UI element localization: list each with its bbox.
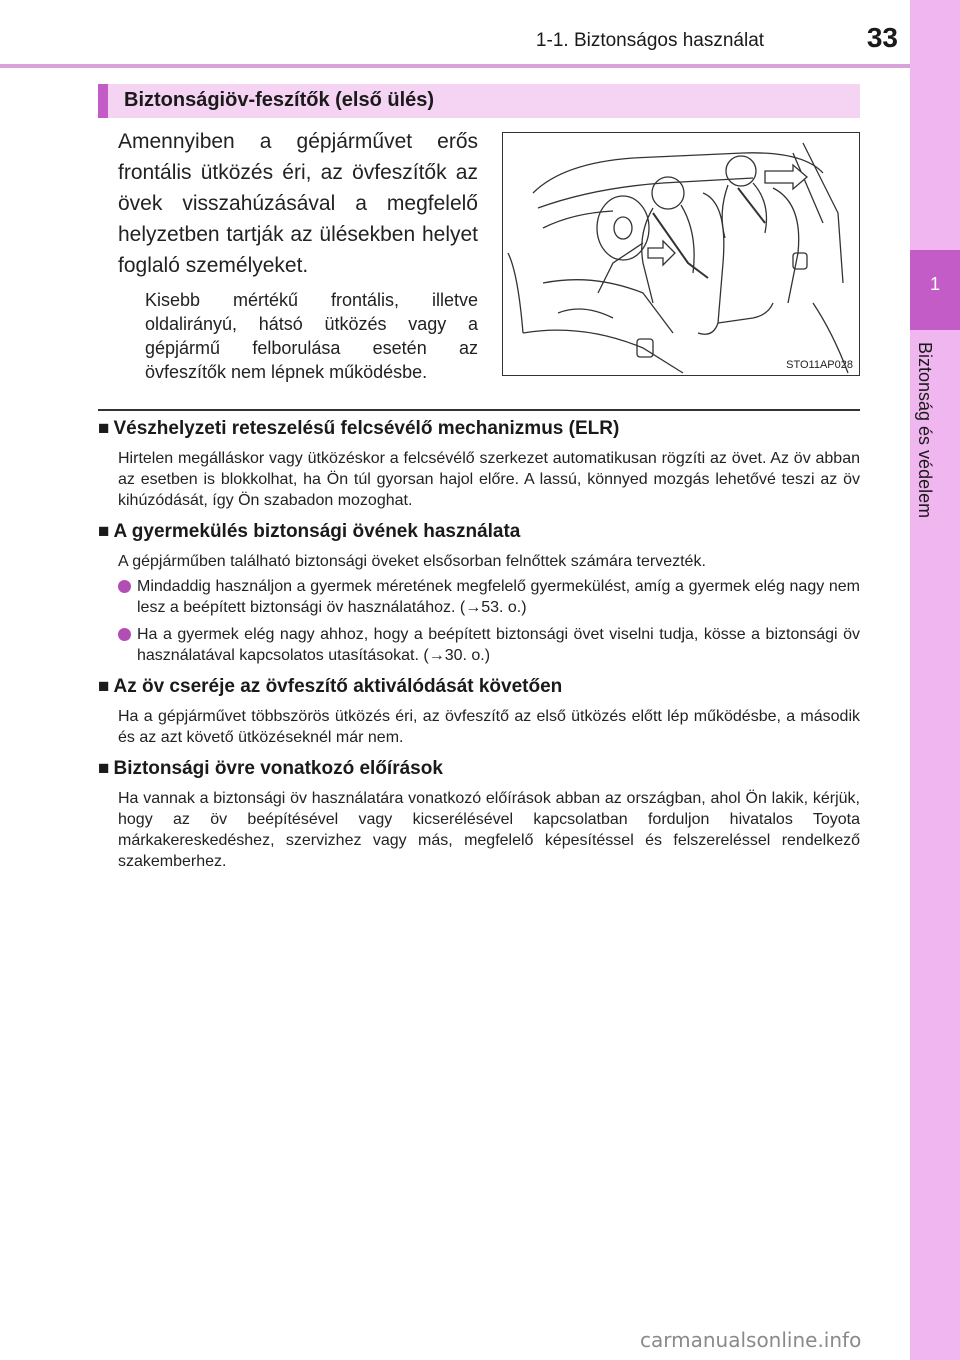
side-tab <box>910 0 960 1360</box>
subheading-text: Biztonsági övre vonatkozó előírások <box>113 758 443 779</box>
side-tab-number: 1 <box>929 274 940 294</box>
subheading-text: Az öv cseréje az övfeszítő aktiválódását követően <box>113 676 563 697</box>
car-interior-drawing <box>503 133 860 376</box>
subheading <box>98 676 860 698</box>
square-bullet-icon: ■ <box>98 521 110 542</box>
page-number: 33 <box>866 22 898 53</box>
square-bullet-icon: ■ <box>98 418 110 439</box>
side-tab-label: Biztonság és védelem <box>915 342 935 519</box>
header-rule <box>0 64 910 68</box>
paragraph: Ha a gépjárművet többszörös ütközés éri, az övfeszítő az első ütközés előtt lép működésbe, a második és az azt követő ütközéseknél már nem. <box>118 708 860 746</box>
chapter-title: 1-1. Biztonságos használat <box>535 30 765 51</box>
paragraph: Hirtelen megálláskor vagy ütközéskor a felcsévélő szerkezet automatikusan rögzíti az övet. Az öv abban az esetben is blokkolhat, ha Ön túl gyorsan hajol előre. A lassú, könnyed mozgás lehetővé teszi az öv kihúzódását, így Ön szabadon mozoghat. <box>118 450 860 509</box>
section-title: Biztonságiöv-feszítők (első ülés) <box>124 89 435 111</box>
subheading <box>98 758 860 780</box>
paragraph: A gépjárműben található biztonsági öveket elsősorban felnőttek számára tervezték. <box>118 553 706 570</box>
info-block-regulations <box>98 758 860 872</box>
list-item <box>118 624 860 666</box>
section-divider <box>98 409 860 411</box>
square-bullet-icon: ■ <box>98 758 110 779</box>
seatbelt-pretensioner-illustration <box>502 132 860 376</box>
subheading-text: A gyermekülés biztonsági övének használata <box>113 521 521 542</box>
list-item-text: Mindaddig használjon a gyermek méretének megfelelő gyermekülést, amíg a gyermek elég nagy nem lesz a beépített biztonsági öv használatához. (→53. o.) <box>137 578 860 616</box>
subheading-text: Vészhelyzeti reteszelésű felcsévélő mechanizmus (ELR) <box>113 418 620 439</box>
watermark[interactable]: carmanualsonline.info <box>640 1328 862 1352</box>
section-title-bar <box>98 84 860 118</box>
list-item-text: Ha a gyermek elég nagy ahhoz, hogy a beépített biztonsági övet viselni tudja, kösse a biztonsági öv használatával kapcsolatos utasításokat. (→30. o.) <box>137 626 860 664</box>
list-item <box>118 576 860 618</box>
info-block-child-seat <box>98 521 860 666</box>
round-bullet-icon <box>118 580 131 593</box>
intro-text: Amennyiben a gépjárművet erős frontális ütközés éri, az övfeszítők az övek visszahúzásával a megfelelő helyzetben tartják az ülésekben helyet foglaló személyeket. <box>118 130 478 277</box>
square-bullet-icon: ■ <box>98 676 110 697</box>
subheading <box>98 418 860 440</box>
subheading <box>98 521 860 543</box>
figure-code: STO11AP028 <box>786 359 853 371</box>
paragraph: Ha vannak a biztonsági öv használatára vonatkozó előírások abban az országban, ahol Ön lakik, kérjük, hogy az öv beépítésével vagy kicserélésével kapcsolatban forduljon hivatalos Toyota márkakereskedéshez, szervizhez vagy más, megfelelő képesítéssel és felszereléssel rendelkező szakemberhez. <box>118 790 860 870</box>
content-area <box>98 418 860 882</box>
info-block-replacement <box>98 676 860 748</box>
info-block-elr <box>98 418 860 511</box>
intro-subtext: Kisebb mértékű frontális, illetve oldalirányú, hátsó ütközés vagy a gépjármű felborulása esetén az övfeszítők nem lépnek működésbe. <box>145 290 478 382</box>
round-bullet-icon <box>118 628 131 641</box>
